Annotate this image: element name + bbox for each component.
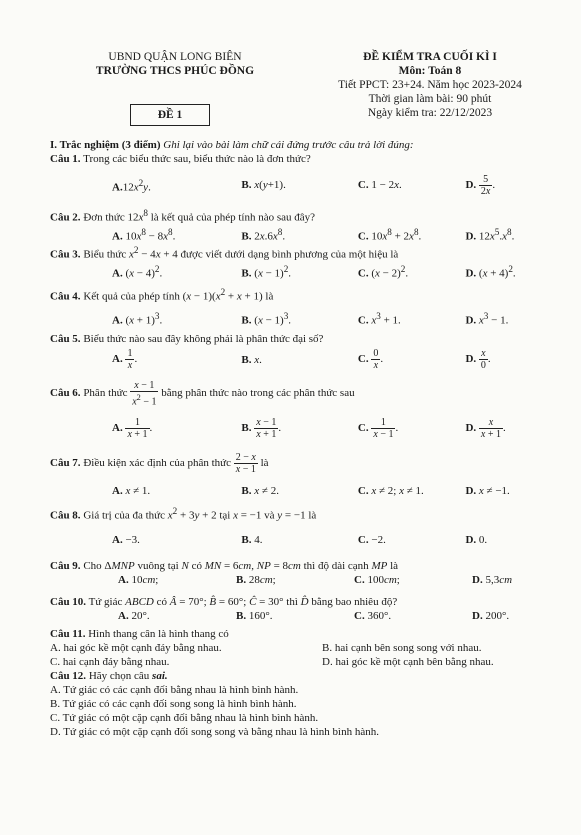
q1-options: $A.12x^2y$. B. x(y+1). C. 1 − 2x. D. $\frac{5}{2x}$ .	[112, 173, 496, 197]
header-left	[70, 50, 280, 78]
exam-ppct: Tiết PPCT: 23+24. Năm học 2023-2024	[338, 79, 522, 91]
q11-options-row2: C. hai cạnh đáy bằng nhau. D. hai góc kề một cạnh bên bằng nhau.	[50, 655, 494, 668]
question-4: Câu 4. Kết quả của phép tính $(x - 1)(x^2 + x + 1)$ là	[50, 286, 274, 303]
q9-options: A. 10cm; B. 28cm; C. 100cm; D. 5,3cm	[118, 573, 513, 586]
q5-options: A. $\frac{1}{x}$ . B. x. C. $\frac{0}{x}$ . D. $\frac{x}{0}$ .	[112, 348, 491, 372]
question-12: Câu 12. Hãy chọn câu sai.	[50, 669, 168, 682]
section-title: I. Trắc nghiệm (3 điểm) Ghi lại vào bài làm chữ cái đứng trước câu trả lời đúng:	[50, 139, 414, 151]
district-name: UBND QUẬN LONG BIÊN	[108, 51, 242, 63]
q7-options: A. x ≠ 1. B. x ≠ 2. C. x ≠ 2; x ≠ 1. D. x ≠ −1.	[112, 484, 510, 497]
question-10: Câu 10. Tứ giác ABCD có Â = 70°; B̂ = 60°; Ĉ = 30° thì D̂ bằng bao nhiêu độ?	[50, 595, 398, 608]
exam-subject: Môn: Toán 8	[398, 65, 462, 77]
q12-option-b: B. Tứ giác có các cạnh đối song song là hình bình hành.	[50, 697, 297, 710]
exam-title: ĐỀ KIỂM TRA CUỐI KÌ I	[363, 51, 497, 63]
q10-options: A. 20°. B. 160°. C. 360°. D. 200°.	[118, 609, 510, 622]
q6-options: A. $\frac{1}{x + 1}$ . B. $\frac{x - 1}{x + 1}$ . C. $\frac{1}{x - 1}$ . D. $\frac{x}{x + 1}$ .	[112, 417, 506, 441]
exam-content	[50, 138, 565, 739]
exam-time: Thời gian làm bài: 90 phút	[368, 93, 492, 105]
exam-date: Ngày kiểm tra: 22/12/2023	[367, 107, 493, 119]
q12-option-c: C. Tứ giác có một cặp cạnh đối bằng nhau là hình bình hành.	[50, 711, 319, 724]
q3-options: A. $(x - 4)^2$. B. $(x - 1)^2$. C. $(x - 2)^2$. D. $(x + 4)^2$.	[112, 263, 516, 280]
question-1: Câu 1. Trong các biểu thức sau, biểu thức nào là đơn thức?	[50, 153, 311, 165]
q2-options: A. $10x^8 - 8x^8$. B. $2x.6x^8$. C. $10x^8 + 2x^8$. D. $12x^5.x^8$.	[112, 226, 515, 243]
question-6: Câu 6. Phân thức $\frac{x - 1}{x^2 - 1}$ bằng phân thức nào trong các phân thức sau	[50, 379, 355, 408]
q8-options: A. −3. B. 4. C. −2. D. 0.	[112, 533, 488, 546]
q11-options-row1: A. hai góc kề một cạnh đáy bằng nhau. B. hai cạnh bên song song với nhau.	[50, 641, 482, 654]
question-5: Câu 5. Biểu thức nào sau đây không phải là phân thức đại số?	[50, 332, 324, 345]
header-right	[300, 50, 560, 120]
question-3: Câu 3. Biểu thức $x^2 - 4x + 4$ được viết dưới dạng bình phương của một hiệu là	[50, 245, 399, 261]
question-11: Câu 11. Hình thang cân là hình thang có	[50, 627, 229, 640]
question-7: Câu 7. Điều kiện xác định của phân thức $\frac{2 - x}{x - 1}$ là	[50, 451, 269, 475]
question-2: Câu 2. Đơn thức $12x^8$ là kết quả của phép tính nào sau đây?	[50, 208, 316, 224]
school-name: TRƯỜNG THCS PHÚC ĐỒNG	[95, 65, 255, 77]
question-8: Câu 8. Giá trị của đa thức $x^2 + 3y + 2$ tại x = −1 và y = −1 là	[50, 505, 317, 522]
q4-options: A. $(x + 1)^3$. B. $(x - 1)^3$. C. $x^3 + 1$. D. $x^3 - 1$.	[112, 311, 509, 327]
q12-option-d: D. Tứ giác có một cặp cạnh đối song song và bằng nhau là hình bình hành.	[50, 725, 379, 738]
q12-option-a: A. Tứ giác có các cạnh đối bằng nhau là hình bình hành.	[50, 683, 299, 696]
question-9: Câu 9. Cho ΔMNP vuông tại N có MN = 6cm, NP = 8cm thì độ dài cạnh MP là	[50, 559, 399, 572]
exam-code-box: ĐỀ 1	[130, 104, 210, 126]
